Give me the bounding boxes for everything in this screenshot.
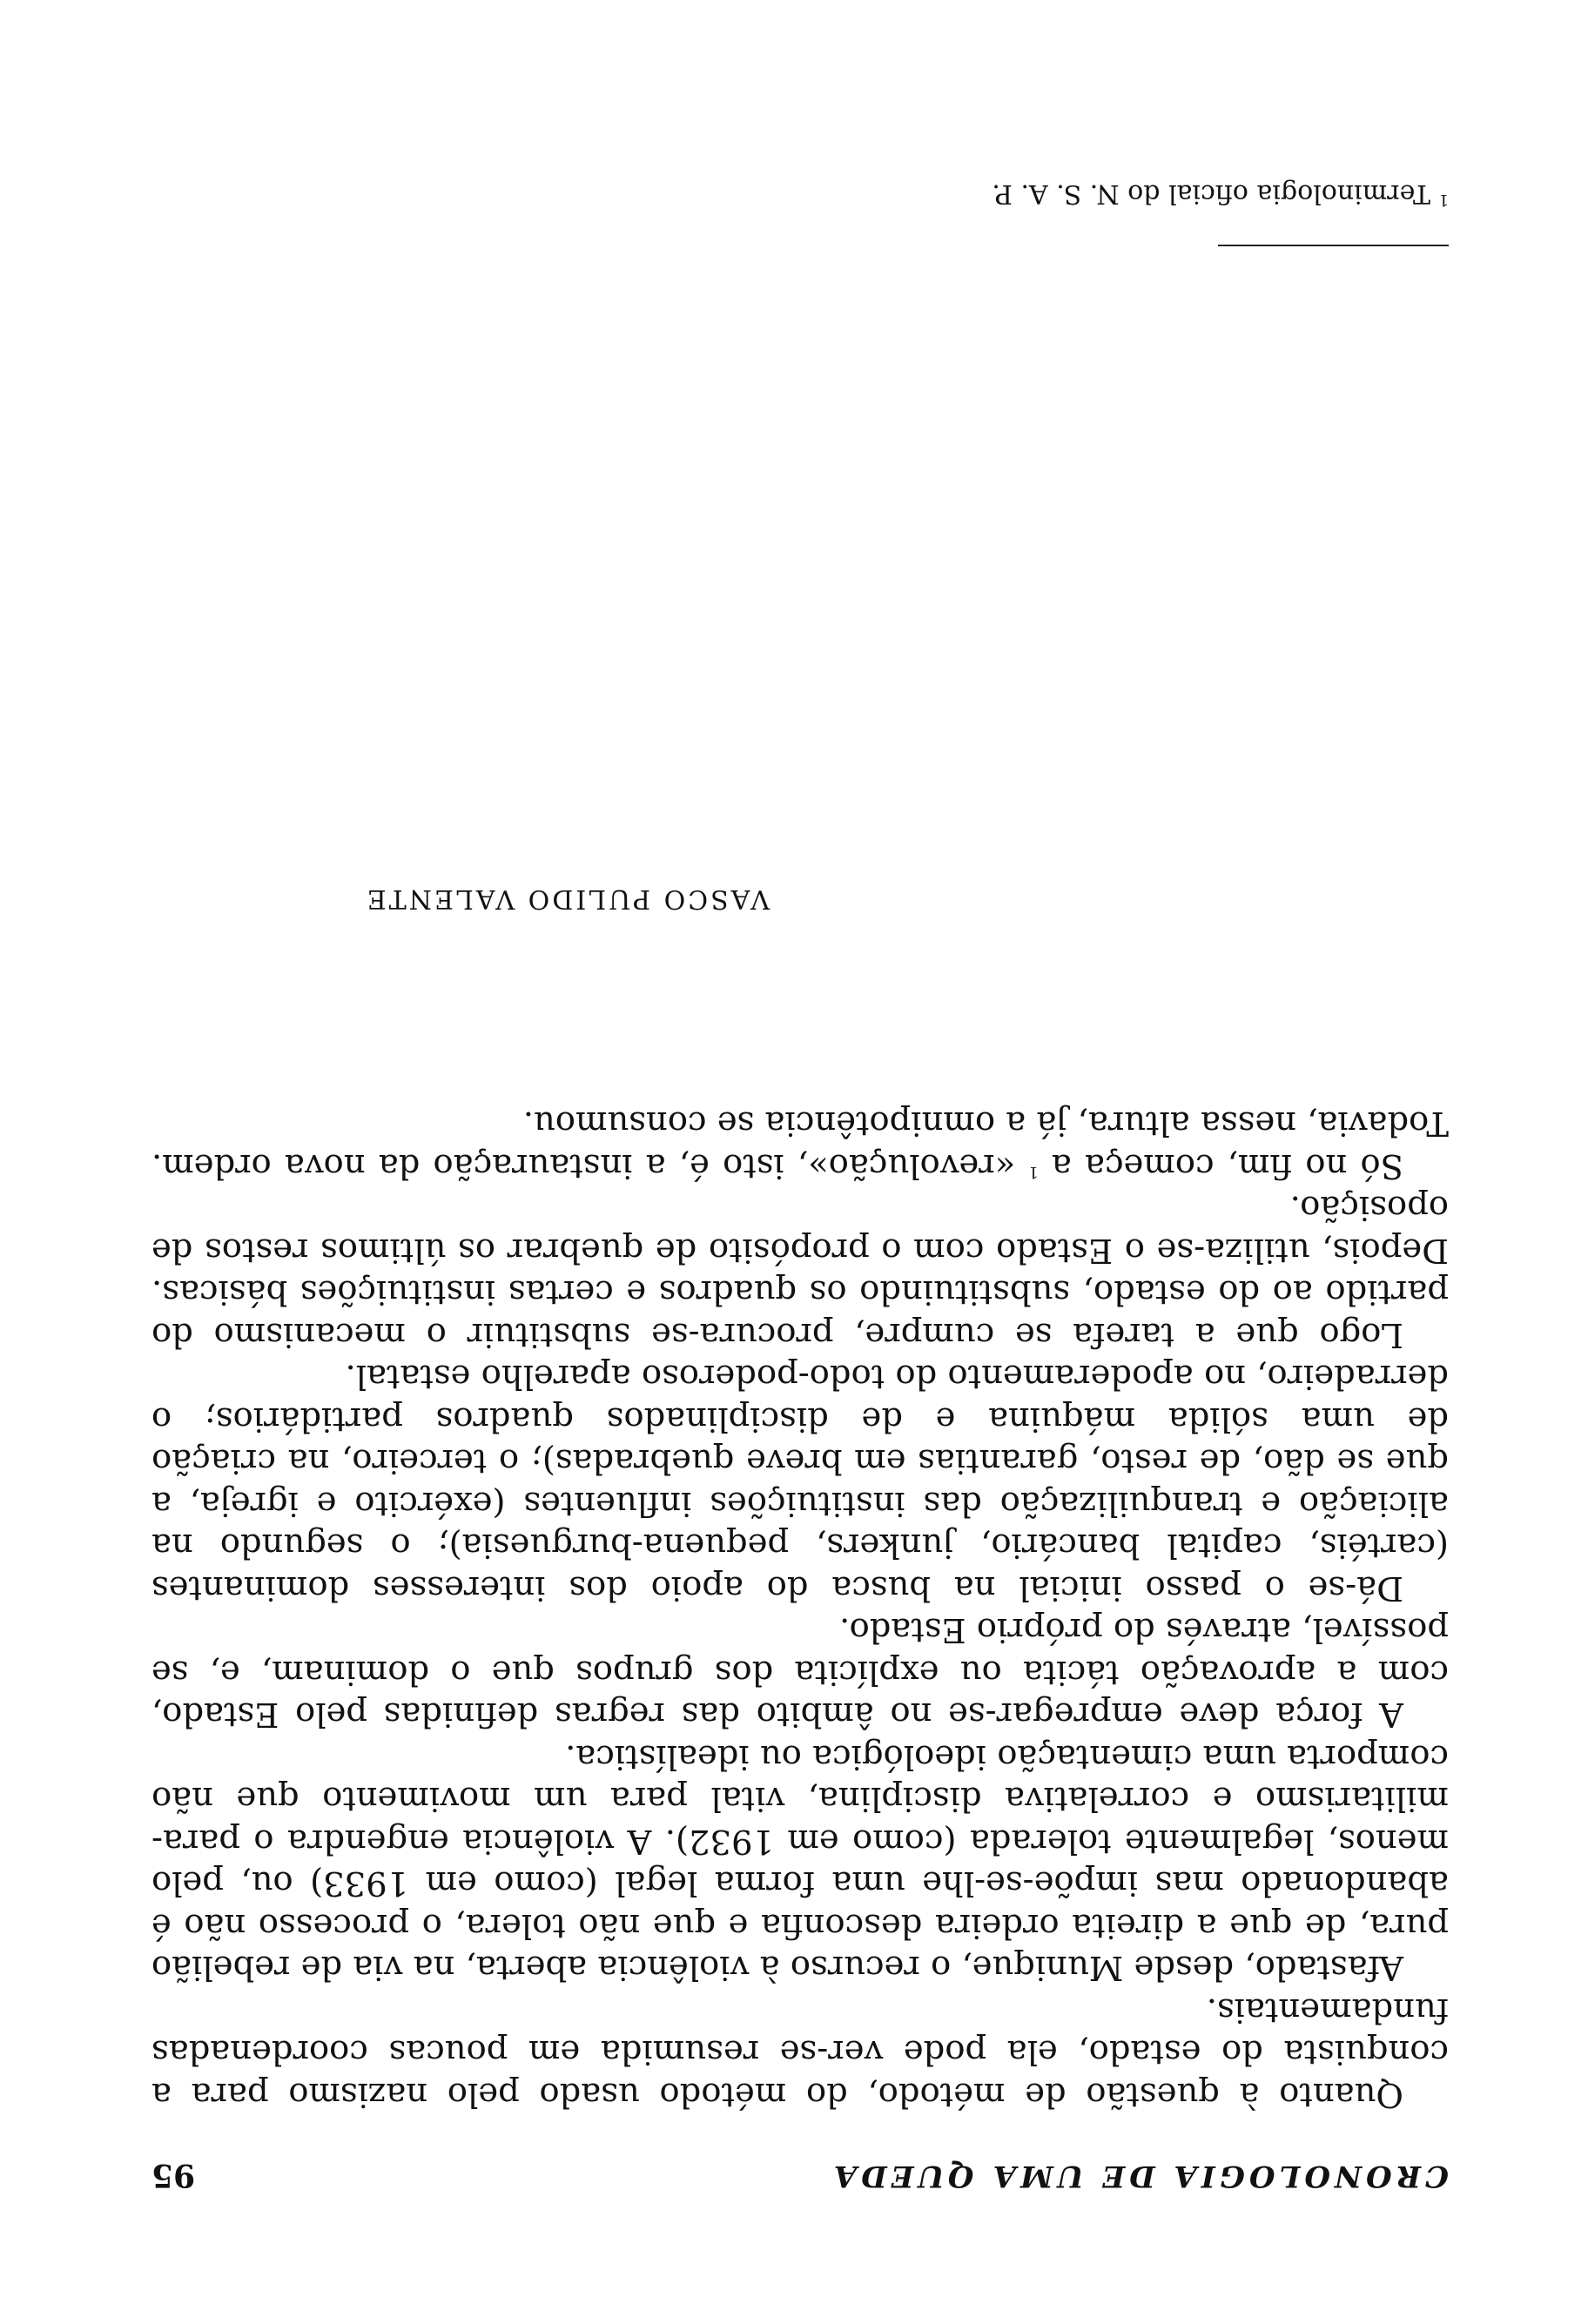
running-title: CRONOLOGIA DE UMA QUEDA	[829, 2159, 1449, 2193]
footnote-mark: 1	[1438, 191, 1449, 209]
paragraph-1: Quanto à questão de método, do método usado pelo nazismo para a conquista do estado, ela pode ver-se resumida em poucas coordenadas fundamentais.	[151, 1991, 1449, 2114]
paragraph-5: Logo que a tarefa se cumpre, procura-se substituir o mecanismo do partido ao do estado, substituindo os quadros e certas instituições básicas. Depois, utiliza-se o Estado com o propósito de quebrar os últimos restos de oposição.	[151, 1188, 1449, 1354]
paragraph-3: A força deve empregar-se no âmbito das regras definidas pelo Estado, com a aprovação tácita ou explícita dos grupos que o dominam, e, se possível, através do próprio Estado.	[151, 1610, 1449, 1735]
paragraph-6	[151, 1102, 1449, 1186]
paragraph-6-start: Só no fim, começa a	[1051, 1146, 1403, 1186]
footnote-divider	[1218, 245, 1449, 246]
author-signature: VASCO PULIDO VALENTE	[364, 883, 770, 914]
paragraph-2: Afastado, desde Munique, o recurso à violência aberta, na via de rebelião pura, de que a direita ordeira desconfia e que não tolera, o processo não é abandonado mas impõe-se-lhe uma forma legal (como em 1933) ou, pelo menos, legalmente tolerada (como em 1932). A violência engendra o para-militarismo e correlativa disciplina, vital para um movimento que não comporta uma cimentação ideológica ou idealística.	[151, 1737, 1449, 1988]
body-text	[151, 1102, 1449, 2115]
footnote-reference: 1	[1028, 1162, 1039, 1181]
footnote	[992, 178, 1449, 209]
paragraph-6-end: «revolução», isto é, a instauração da nova ordem. Todavia, nessa altura, já a omnipotência se consumou.	[151, 1104, 1449, 1186]
page-number: 95	[151, 2157, 196, 2193]
footnote-text: Terminologia oficial do N. S. A. P.	[992, 178, 1430, 209]
paragraph-4: Dá-se o passo inicial na busca do apoio dos interesses dominantes (cartéis, capital bancário, junkers, pequena-burguesia); o segundo na aliciação e tranquilização das instituições influentes (exército e igreja, a que se dão, de resto, garantias em breve quebradas); o terceiro, na criação de uma sólida máquina e de disciplinados quadros partidários; o derradeiro, no apoderamento do todo-poderoso aparelho estatal.	[151, 1357, 1449, 1608]
running-head	[151, 2150, 1449, 2193]
